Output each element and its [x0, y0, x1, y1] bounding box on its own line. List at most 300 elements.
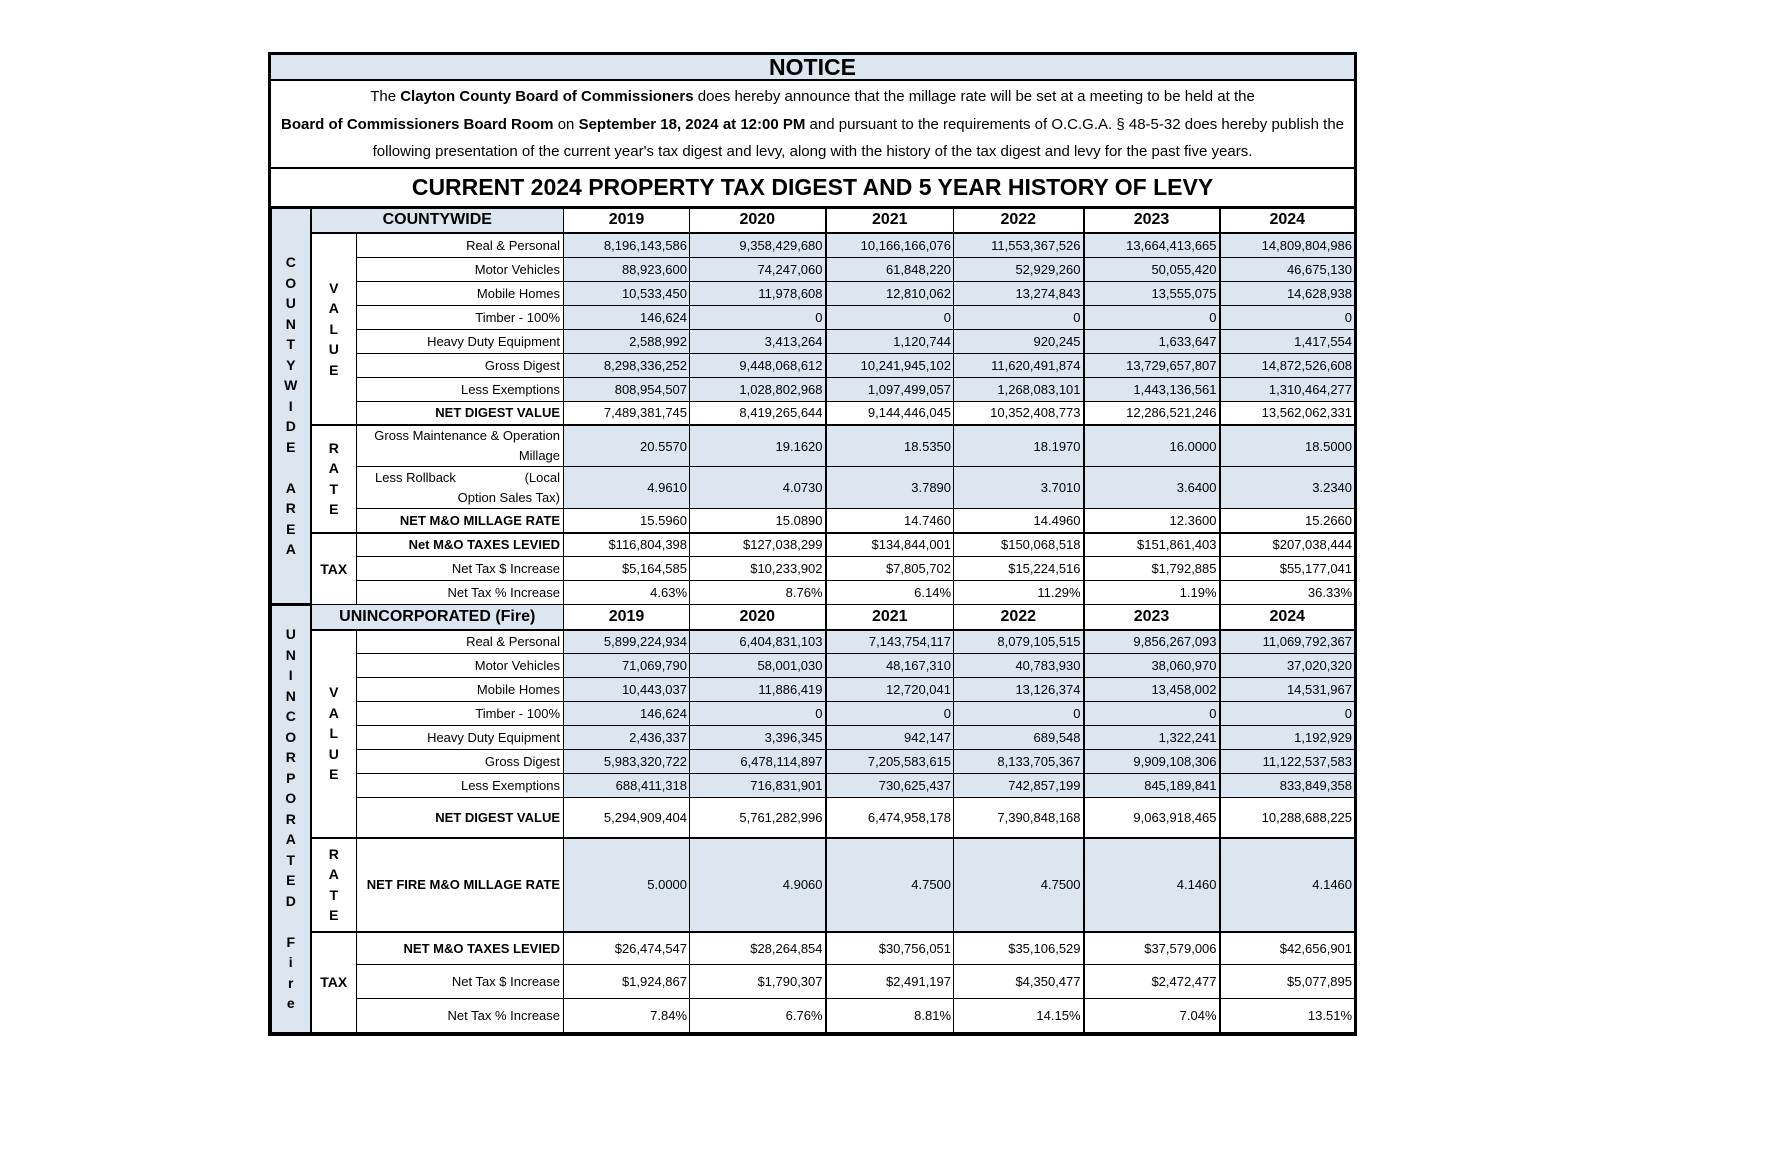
- value-cell: 38,060,970: [1084, 654, 1220, 678]
- value-cell: 5,899,224,934: [564, 630, 690, 654]
- countywide-area-label-letter: N: [285, 315, 296, 332]
- value-cell: $5,077,895: [1220, 965, 1355, 999]
- countywide-area-label: [272, 208, 311, 605]
- rollback-label: Less Rollback: [375, 469, 456, 485]
- year-header: 2020: [690, 605, 826, 630]
- unincorporated-area-label-letter: r: [288, 974, 294, 991]
- countywide-area-label-letter: O: [285, 274, 297, 291]
- countywide-area-label-letter: Y: [286, 356, 296, 373]
- row-label: NET M&O MILLAGE RATE: [357, 509, 564, 533]
- value-cell: 11,886,419: [690, 678, 826, 702]
- value-cell: $5,164,585: [564, 557, 690, 581]
- row-label: NET DIGEST VALUE: [357, 798, 564, 838]
- value-cell: 12,286,521,246: [1084, 401, 1220, 425]
- value-cell: 13.51%: [1220, 999, 1355, 1033]
- row-label: NET M&O TAXES LEVIED: [357, 932, 564, 965]
- rate-group-label-letter: A: [328, 460, 339, 477]
- unincorporated-area-label-letter: A: [285, 831, 296, 848]
- value-cell: 61,848,220: [826, 257, 954, 281]
- value-cell: 0: [1220, 702, 1355, 726]
- unincorporated-area-label-letter: i: [288, 954, 293, 971]
- value-cell: 0: [690, 702, 826, 726]
- unincorporated-area-label-letter: U: [285, 626, 296, 643]
- unincorporated-area-label-letter: O: [285, 728, 297, 745]
- value-cell: 9,856,267,093: [1084, 630, 1220, 654]
- value-cell: 688,411,318: [564, 774, 690, 798]
- value-cell: 0: [690, 305, 826, 329]
- value-cell: $134,844,001: [826, 533, 954, 557]
- value-cell: 6,478,114,897: [690, 750, 826, 774]
- value-cell: 88,923,600: [564, 257, 690, 281]
- table-row: [272, 726, 1355, 750]
- year-header: 2020: [690, 208, 826, 233]
- table-row: [272, 838, 1355, 932]
- table-row: [272, 581, 1355, 605]
- value-cell: $127,038,299: [690, 533, 826, 557]
- value-cell: 10,533,450: [564, 281, 690, 305]
- value-cell: 50,055,420: [1084, 257, 1220, 281]
- value-cell: 5,294,909,404: [564, 798, 690, 838]
- notice-line-2: [277, 111, 1348, 139]
- value-cell: 10,352,408,773: [954, 401, 1084, 425]
- unincorporated-area-label-letter: C: [285, 708, 296, 725]
- value-cell: 6,404,831,103: [690, 630, 826, 654]
- value-cell: 14.7460: [826, 509, 954, 533]
- row-label: Net Tax % Increase: [357, 999, 564, 1033]
- countywide-area-label-letter: R: [285, 500, 296, 516]
- value-cell: 845,189,841: [1084, 774, 1220, 798]
- value-cell: 0: [954, 702, 1084, 726]
- year-header: 2021: [826, 208, 954, 233]
- table-row: [272, 425, 1355, 467]
- rollback-label: Option Sales Tax): [457, 489, 561, 505]
- rate-group-label-letter: R: [328, 439, 339, 456]
- value-cell: 10,241,945,102: [826, 353, 954, 377]
- value-cell: 11,620,491,874: [954, 353, 1084, 377]
- table-row: [272, 999, 1355, 1033]
- value-cell: 11.29%: [954, 581, 1084, 605]
- value-cell: 13,274,843: [954, 281, 1084, 305]
- value-cell: 6.14%: [826, 581, 954, 605]
- value-cell: 4.1460: [1084, 838, 1220, 932]
- value-cell: 5,761,282,996: [690, 798, 826, 838]
- value-cell: 13,126,374: [954, 678, 1084, 702]
- value-cell: 942,147: [826, 726, 954, 750]
- value-cell: 19.1620: [690, 425, 826, 467]
- digest-table: [271, 208, 1355, 1034]
- value-cell: 12,810,062: [826, 281, 954, 305]
- value-cell: 14,628,938: [1220, 281, 1355, 305]
- value-group-label-letter: A: [328, 300, 339, 317]
- value-group-label-letter: U: [328, 341, 339, 358]
- table-row: [272, 329, 1355, 353]
- value-cell: 48,167,310: [826, 654, 954, 678]
- value-cell: 716,831,901: [690, 774, 826, 798]
- unincorporated-area-label-letter: R: [285, 749, 296, 766]
- countywide-area-label-letter: [272, 457, 310, 478]
- value-cell: $2,491,197: [826, 965, 954, 999]
- section-header-row: [272, 208, 1355, 233]
- countywide-area-label-letter: T: [286, 336, 296, 352]
- value-cell: 4.9610: [564, 467, 690, 509]
- unincorporated-area-label-letter: e: [286, 995, 295, 1012]
- rate-group-label-letter: T: [329, 886, 339, 903]
- value-group-label-letter: L: [329, 320, 339, 337]
- rate-group-label-letter: E: [329, 501, 339, 518]
- value-cell: 14,531,967: [1220, 678, 1355, 702]
- value-cell: 0: [1084, 702, 1220, 726]
- value-cell: 920,245: [954, 329, 1084, 353]
- notice-text-segment: does hereby announce that the millage rate will be set at a meeting to be held at the: [693, 88, 1255, 105]
- rate-group-label: [311, 838, 357, 932]
- tax-group-label: TAX: [311, 533, 357, 605]
- year-header: 2023: [1084, 605, 1220, 630]
- value-cell: 3,396,345: [690, 726, 826, 750]
- countywide-area-label-letter: A: [285, 479, 296, 496]
- unincorporated-area-label-letter: [272, 911, 310, 932]
- rate-group-label-letter: E: [329, 907, 339, 923]
- value-cell: 0: [954, 305, 1084, 329]
- table-row: [272, 257, 1355, 281]
- value-cell: 1,097,499,057: [826, 377, 954, 401]
- countywide-area-label-letter: E: [286, 520, 296, 537]
- countywide-area-label-letter: D: [285, 418, 296, 434]
- value-cell: 8.76%: [690, 581, 826, 605]
- table-row: [272, 965, 1355, 999]
- countywide-area-label-letter: U: [285, 295, 296, 311]
- value-cell: 13,458,002: [1084, 678, 1220, 702]
- table-row: [272, 509, 1355, 533]
- notice-line-3: following presentation of the current year's tax digest and levy, along with the history of the tax digest and levy for the past five years.: [372, 143, 1253, 160]
- value-cell: 8,133,705,367: [954, 750, 1084, 774]
- rollback-label-line: [359, 468, 560, 488]
- row-label: Less Exemptions: [357, 774, 564, 798]
- table-row: [272, 654, 1355, 678]
- value-cell: $207,038,444: [1220, 533, 1355, 557]
- row-label: Real & Personal: [357, 630, 564, 654]
- main-title: CURRENT 2024 PROPERTY TAX DIGEST AND 5 YEAR HISTORY OF LEVY: [271, 169, 1354, 208]
- value-cell: 74,247,060: [690, 257, 826, 281]
- row-label: Heavy Duty Equipment: [357, 726, 564, 750]
- value-cell: 833,849,358: [1220, 774, 1355, 798]
- value-cell: 12.3600: [1084, 509, 1220, 533]
- row-label: Real & Personal: [357, 233, 564, 257]
- row-label: Net M&O TAXES LEVIED: [357, 533, 564, 557]
- value-cell: 146,624: [564, 702, 690, 726]
- value-cell: 11,069,792,367: [1220, 630, 1355, 654]
- value-group-label: [311, 233, 357, 425]
- value-cell: 730,625,437: [826, 774, 954, 798]
- year-header: 2022: [954, 605, 1084, 630]
- countywide-area-label-letter: W: [284, 377, 298, 393]
- row-label: Gross Digest: [357, 750, 564, 774]
- meeting-location: Board of Commissioners Board Room: [280, 115, 554, 133]
- unincorporated-area-label-letter: N: [285, 687, 296, 704]
- value-cell: 1,310,464,277: [1220, 377, 1355, 401]
- value-cell: 18.1970: [954, 425, 1084, 467]
- value-cell: 11,553,367,526: [954, 233, 1084, 257]
- value-cell: 9,448,068,612: [690, 353, 826, 377]
- value-cell: 2,588,992: [564, 329, 690, 353]
- value-cell: $7,805,702: [826, 557, 954, 581]
- unincorporated-area-label-letter: E: [286, 872, 296, 889]
- value-cell: 18.5350: [826, 425, 954, 467]
- value-cell: 3,413,264: [690, 329, 826, 353]
- value-cell: 808,954,507: [564, 377, 690, 401]
- year-header: 2019: [564, 208, 690, 233]
- value-cell: $10,233,902: [690, 557, 826, 581]
- value-cell: 8,298,336,252: [564, 353, 690, 377]
- value-cell: 742,857,199: [954, 774, 1084, 798]
- year-header: 2024: [1220, 605, 1355, 630]
- value-cell: 8,196,143,586: [564, 233, 690, 257]
- notice-title: NOTICE: [271, 55, 1354, 81]
- row-label: Mobile Homes: [357, 281, 564, 305]
- value-cell: 9,358,429,680: [690, 233, 826, 257]
- year-header: 2023: [1084, 208, 1220, 233]
- value-group-label-letter: E: [329, 766, 339, 783]
- row-label: NET DIGEST VALUE: [357, 401, 564, 425]
- table-row: [272, 630, 1355, 654]
- table-row: [272, 281, 1355, 305]
- notice-text-segment: on: [553, 115, 579, 133]
- value-cell: 10,443,037: [564, 678, 690, 702]
- value-cell: 1,633,647: [1084, 329, 1220, 353]
- value-cell: 16.0000: [1084, 425, 1220, 467]
- table-row: [272, 702, 1355, 726]
- value-cell: 8.81%: [826, 999, 954, 1033]
- section-header: UNINCORPORATED (Fire): [311, 605, 564, 630]
- board-name: Clayton County Board of Commissioners: [400, 88, 694, 105]
- value-cell: 1,120,744: [826, 329, 954, 353]
- unincorporated-area-label-letter: T: [286, 851, 296, 868]
- row-label: NET FIRE M&O MILLAGE RATE: [357, 838, 564, 932]
- unincorporated-area-label-letter: R: [285, 810, 296, 827]
- value-cell: 3.7890: [826, 467, 954, 509]
- table-row: [272, 798, 1355, 838]
- value-cell: 3.7010: [954, 467, 1084, 509]
- row-label: Net Tax $ Increase: [357, 965, 564, 999]
- unincorporated-area-label-letter: N: [285, 646, 296, 663]
- value-cell: 689,548: [954, 726, 1084, 750]
- table-row: [272, 467, 1355, 509]
- value-cell: 14,872,526,608: [1220, 353, 1355, 377]
- value-cell: 8,079,105,515: [954, 630, 1084, 654]
- value-cell: 6.76%: [690, 999, 826, 1033]
- rate-group-label: [311, 425, 357, 533]
- value-cell: $151,861,403: [1084, 533, 1220, 557]
- countywide-area-label-letter: I: [288, 397, 293, 414]
- value-cell: $35,106,529: [954, 932, 1084, 965]
- value-cell: 14,809,804,986: [1220, 233, 1355, 257]
- value-cell: 0: [1220, 305, 1355, 329]
- year-header: 2024: [1220, 208, 1355, 233]
- unincorporated-area-label-letter: O: [285, 790, 297, 807]
- value-cell: 58,001,030: [690, 654, 826, 678]
- rate-group-label-letter: T: [329, 480, 339, 497]
- table-row: [272, 533, 1355, 557]
- value-cell: 71,069,790: [564, 654, 690, 678]
- value-cell: 1,417,554: [1220, 329, 1355, 353]
- row-label: Net Tax % Increase: [357, 581, 564, 605]
- rate-group-label-letter: A: [328, 866, 339, 882]
- value-cell: 52,929,260: [954, 257, 1084, 281]
- value-group-label-letter: U: [328, 745, 339, 762]
- value-cell: 7,390,848,168: [954, 798, 1084, 838]
- table-row: [272, 932, 1355, 965]
- row-label: Timber - 100%: [357, 305, 564, 329]
- value-cell: $1,790,307: [690, 965, 826, 999]
- value-cell: 13,555,075: [1084, 281, 1220, 305]
- table-row: [272, 353, 1355, 377]
- value-cell: 40,783,930: [954, 654, 1084, 678]
- value-cell: 10,288,688,225: [1220, 798, 1355, 838]
- value-cell: 5.0000: [564, 838, 690, 932]
- table-row: [272, 774, 1355, 798]
- year-header: 2019: [564, 605, 690, 630]
- table-row: [272, 557, 1355, 581]
- rate-group-label-letter: R: [328, 845, 339, 862]
- value-cell: $15,224,516: [954, 557, 1084, 581]
- value-cell: 15.5960: [564, 509, 690, 533]
- value-cell: 7.84%: [564, 999, 690, 1033]
- value-cell: 11,122,537,583: [1220, 750, 1355, 774]
- notice-text: [271, 81, 1354, 169]
- value-cell: 6,474,958,178: [826, 798, 954, 838]
- rollback-label: (Local: [524, 469, 561, 485]
- value-cell: 1,322,241: [1084, 726, 1220, 750]
- value-cell: 7,143,754,117: [826, 630, 954, 654]
- value-cell: 0: [1084, 305, 1220, 329]
- notice-text-segment: and pursuant to the requirements of O.C.G.A. § 48-5-32 does hereby publish the: [805, 115, 1345, 133]
- value-cell: $28,264,854: [690, 932, 826, 965]
- value-cell: 1,443,136,561: [1084, 377, 1220, 401]
- value-cell: 1,028,802,968: [690, 377, 826, 401]
- value-cell: 13,562,062,331: [1220, 401, 1355, 425]
- unincorporated-area-label-letter: I: [288, 667, 293, 684]
- value-cell: $150,068,518: [954, 533, 1084, 557]
- value-cell: $55,177,041: [1220, 557, 1355, 581]
- row-label: Less Exemptions: [357, 377, 564, 401]
- value-cell: 2,436,337: [564, 726, 690, 750]
- value-cell: 4.1460: [1220, 838, 1355, 932]
- value-cell: 15.2660: [1220, 509, 1355, 533]
- value-cell: 13,729,657,807: [1084, 353, 1220, 377]
- row-label: [357, 467, 564, 509]
- value-cell: $26,474,547: [564, 932, 690, 965]
- value-cell: 3.6400: [1084, 467, 1220, 509]
- value-cell: 3.2340: [1220, 467, 1355, 509]
- row-label: Motor Vehicles: [357, 257, 564, 281]
- value-cell: 14.15%: [954, 999, 1084, 1033]
- meeting-date: September 18, 2024 at 12:00 PM: [578, 115, 806, 133]
- value-group-label-letter: V: [329, 279, 339, 296]
- value-cell: 15.0890: [690, 509, 826, 533]
- notice-line-1: [277, 83, 1348, 111]
- value-cell: 4.7500: [954, 838, 1084, 932]
- unincorporated-area-label: [272, 605, 311, 1033]
- value-cell: 36.33%: [1220, 581, 1355, 605]
- value-cell: 0: [826, 305, 954, 329]
- year-header: 2021: [826, 605, 954, 630]
- countywide-area-label-letter: C: [285, 254, 296, 270]
- value-cell: 8,419,265,644: [690, 401, 826, 425]
- unincorporated-area-label-letter: D: [285, 892, 296, 909]
- value-cell: 7,205,583,615: [826, 750, 954, 774]
- value-cell: 9,144,446,045: [826, 401, 954, 425]
- countywide-area-label-letter: E: [286, 438, 296, 455]
- tax-group-label: TAX: [311, 932, 357, 1033]
- value-cell: 4.7500: [826, 838, 954, 932]
- value-cell: 7.04%: [1084, 999, 1220, 1033]
- row-label: Mobile Homes: [357, 678, 564, 702]
- value-cell: $2,472,477: [1084, 965, 1220, 999]
- value-cell: 20.5570: [564, 425, 690, 467]
- section-header: COUNTYWIDE: [311, 208, 564, 233]
- row-label: Heavy Duty Equipment: [357, 329, 564, 353]
- value-cell: 10,166,166,076: [826, 233, 954, 257]
- notice-text-segment: The: [370, 88, 401, 105]
- row-label: Timber - 100%: [357, 702, 564, 726]
- value-cell: $4,350,477: [954, 965, 1084, 999]
- section-header-row: [272, 605, 1355, 630]
- value-group-label-letter: V: [329, 684, 339, 701]
- row-label: Motor Vehicles: [357, 654, 564, 678]
- value-cell: 4.63%: [564, 581, 690, 605]
- value-cell: 7,489,381,745: [564, 401, 690, 425]
- value-cell: 37,020,320: [1220, 654, 1355, 678]
- value-group-label-letter: E: [329, 361, 339, 378]
- table-row: [272, 233, 1355, 257]
- value-cell: 13,664,413,665: [1084, 233, 1220, 257]
- value-cell: 4.0730: [690, 467, 826, 509]
- tax-digest-notice: [268, 52, 1357, 1036]
- value-cell: 18.5000: [1220, 425, 1355, 467]
- value-cell: $116,804,398: [564, 533, 690, 557]
- table-row: [272, 678, 1355, 702]
- value-cell: $1,792,885: [1084, 557, 1220, 581]
- value-cell: 14.4960: [954, 509, 1084, 533]
- value-cell: 9,063,918,465: [1084, 798, 1220, 838]
- value-group-label-letter: L: [329, 725, 339, 742]
- value-cell: 4.9060: [690, 838, 826, 932]
- value-cell: 11,978,608: [690, 281, 826, 305]
- table-row: [272, 377, 1355, 401]
- value-group-label-letter: A: [328, 704, 339, 721]
- value-cell: $1,924,867: [564, 965, 690, 999]
- value-cell: 1.19%: [1084, 581, 1220, 605]
- value-cell: $30,756,051: [826, 932, 954, 965]
- value-cell: 9,909,108,306: [1084, 750, 1220, 774]
- value-cell: 12,720,041: [826, 678, 954, 702]
- value-cell: 46,675,130: [1220, 257, 1355, 281]
- countywide-area-label-letter: A: [285, 541, 296, 557]
- value-cell: 1,268,083,101: [954, 377, 1084, 401]
- row-label: Net Tax $ Increase: [357, 557, 564, 581]
- table-row: [272, 305, 1355, 329]
- table-row: [272, 750, 1355, 774]
- unincorporated-area-label-letter: F: [286, 933, 296, 950]
- value-cell: $42,656,901: [1220, 932, 1355, 965]
- value-group-label: [311, 630, 357, 838]
- table-row: [272, 401, 1355, 425]
- row-label: Gross Maintenance & Operation Millage: [357, 425, 564, 467]
- value-cell: 0: [826, 702, 954, 726]
- value-cell: $37,579,006: [1084, 932, 1220, 965]
- unincorporated-area-label-letter: P: [286, 769, 296, 786]
- value-cell: 1,192,929: [1220, 726, 1355, 750]
- year-header: 2022: [954, 208, 1084, 233]
